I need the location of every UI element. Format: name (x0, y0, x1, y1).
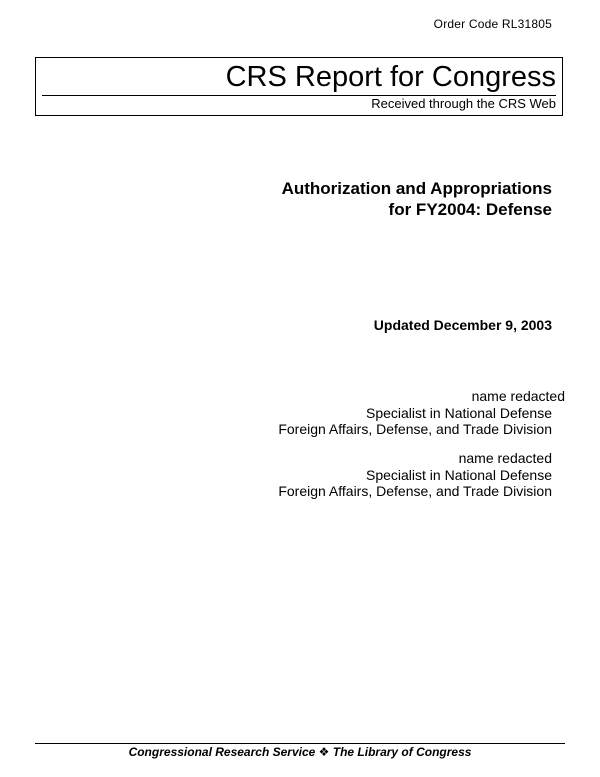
document-title-line-1: Authorization and Appropriations (281, 179, 552, 198)
author-block-1 (278, 388, 565, 438)
document-title (282, 178, 552, 220)
author-division: Foreign Affairs, Defense, and Trade Division (278, 483, 552, 499)
author-title: Specialist in National Defense (366, 404, 552, 421)
updated-date: Updated December 9, 2003 (373, 317, 552, 333)
author-title: Specialist in National Defense (366, 466, 552, 483)
author-name: name redacted (458, 450, 552, 466)
report-header-subtitle: Received through the CRS Web (371, 96, 556, 111)
author-block-2 (278, 450, 552, 500)
report-header (35, 57, 563, 116)
author-division: Foreign Affairs, Defense, and Trade Division (278, 421, 552, 437)
footer-text: Congressional Research Service ❖ The Library of Congress (128, 745, 472, 759)
report-header-title: CRS Report for Congress (225, 61, 556, 93)
order-code: Order Code RL31805 (433, 17, 552, 31)
author-name: name redacted (471, 388, 565, 404)
document-title-line-2: for FY2004: Defense (388, 200, 552, 219)
footer-divider (35, 743, 565, 744)
